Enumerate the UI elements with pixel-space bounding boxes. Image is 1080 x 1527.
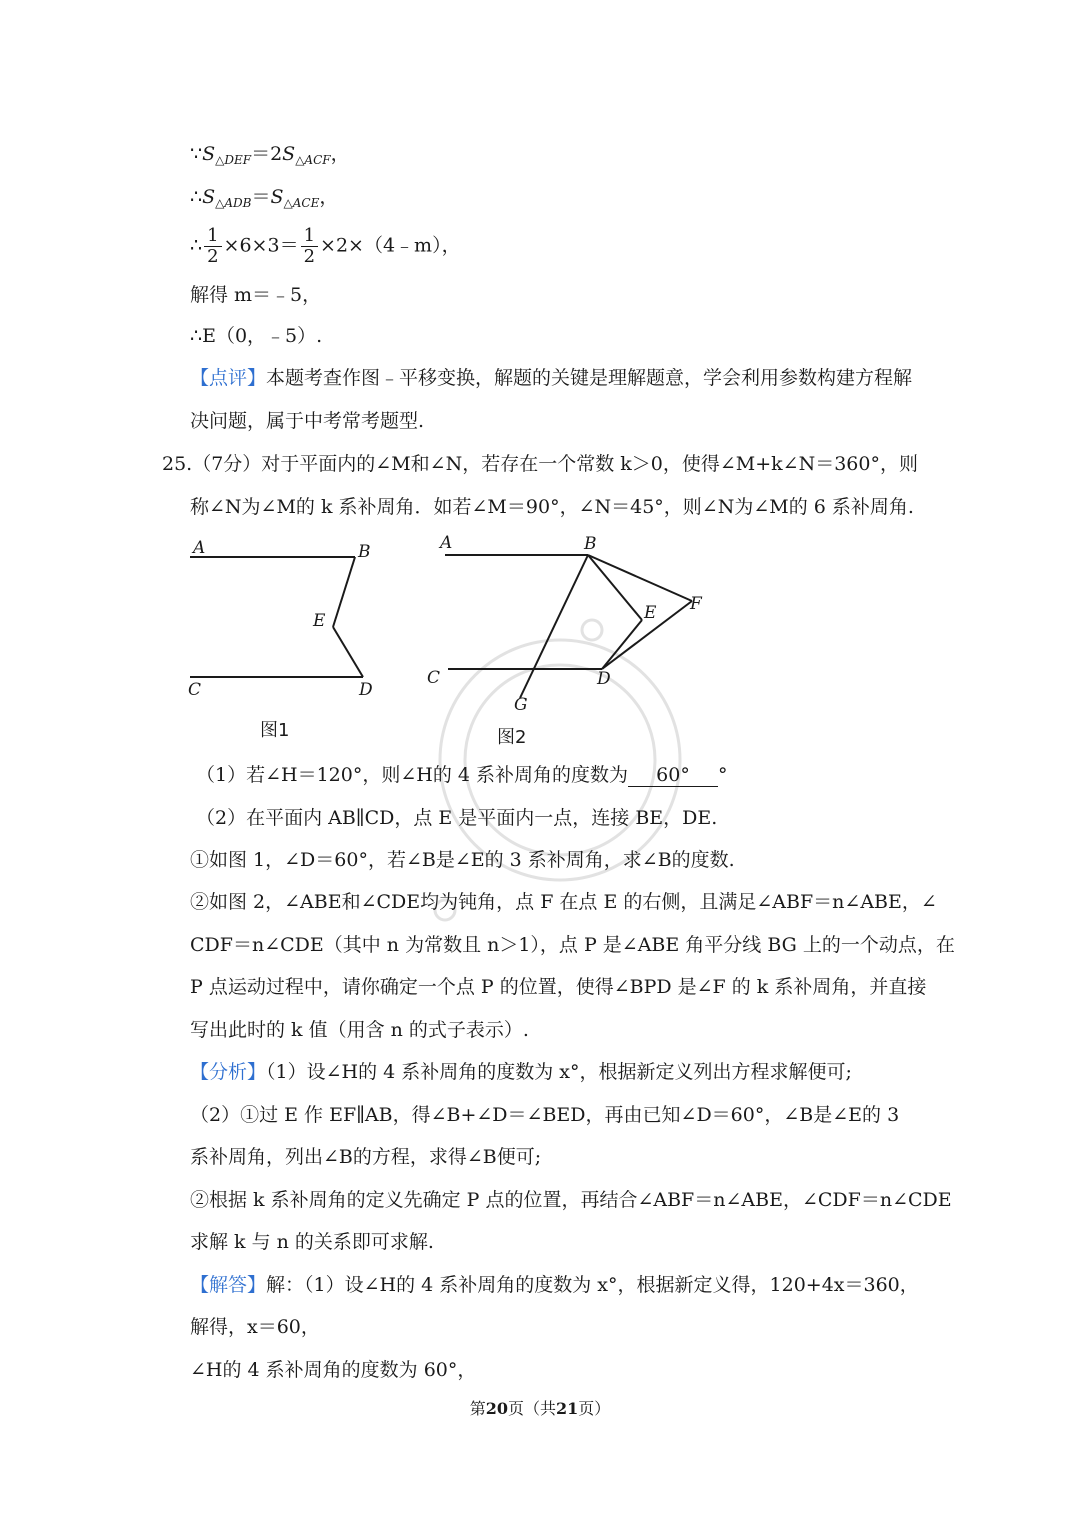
fig2-label-g: G — [514, 695, 528, 715]
analysis-text-1: （1）设∠H的 4 系补周角的度数为 x°，根据新定义列出方程求解便可; — [266, 1061, 852, 1083]
figure-2 — [420, 530, 720, 720]
footer-mid: 页（共 — [507, 1399, 556, 1418]
equation-end: ×2×（4﹣m）， — [320, 234, 461, 257]
fraction-2-numerator: 1 — [301, 226, 318, 247]
fig2-line-bf — [588, 555, 692, 601]
therefore-symbol: ∴ — [190, 234, 203, 257]
review-line-2: 决问题，属于中考常考题型. — [190, 410, 425, 432]
part-2-2-line-b: CDF＝n∠CDE（其中 n 为常数且 n＞1），点 P 是∠ABE 角平分线 BG 上的一个动点，在 — [190, 934, 955, 956]
analysis-line-2a: （2）①过 E 作 EF∥AB，得∠B+∠D＝∠BED，再由已知∠D＝60°，∠B是∠E的 3 — [190, 1104, 900, 1126]
fig1-label-d: D — [359, 680, 373, 700]
answer-line-2: 解得，x＝60， — [190, 1316, 320, 1338]
fraction-1 — [204, 226, 221, 267]
page-footer — [0, 1396, 1080, 1419]
fraction-1-denominator: 2 — [207, 246, 219, 267]
review-text-1: 本题考查作图﹣平移变换，解题的关键是理解题意，学会利用参数构建方程解 — [266, 367, 913, 389]
review-line-1 — [190, 364, 912, 392]
fig1-label-c: C — [188, 680, 202, 700]
fig2-label-f: F — [690, 594, 702, 614]
fig2-label-d: D — [597, 669, 611, 689]
part-1-text: （1）若∠H＝120°，则∠H的 4 系补周角的度数为 — [196, 764, 629, 786]
fraction-2-denominator: 2 — [303, 246, 316, 267]
line-fraction-equation — [190, 226, 461, 267]
analysis-tag: 【分析】 — [190, 1061, 267, 1083]
line-s-def: $\because S_{\triangle DEF}=2S_{\triangle ACF}$， — [190, 143, 350, 167]
figure-1 — [185, 535, 405, 705]
fig1-label-b: B — [358, 542, 371, 562]
question-25-line-2: 称∠N为∠M的 k 系补周角．如若∠M＝90°，∠N＝45°，则∠N为∠M的 6 系补周角. — [190, 496, 914, 518]
analysis-line-2b: 系补周角，列出∠B的方程，求得∠B便可; — [190, 1146, 542, 1168]
fig1-label-e: E — [313, 611, 326, 631]
analysis-line-1 — [190, 1058, 852, 1086]
footer-page-number: 20 — [485, 1399, 508, 1418]
answer-line-3: ∠H的 4 系补周角的度数为 60°， — [190, 1359, 477, 1381]
fig2-line-be — [588, 555, 642, 620]
equation-middle: ×6×3＝ — [223, 234, 299, 257]
part-1-degree: ° — [718, 764, 728, 786]
answer-tag: 【解答】 — [190, 1274, 267, 1296]
footer-prefix: 第 — [469, 1399, 486, 1418]
fig2-label-a: A — [440, 533, 453, 553]
fig2-label-e: E — [644, 603, 657, 623]
line-solve-m: 解得 m＝﹣5， — [190, 284, 322, 306]
footer-suffix: 页） — [578, 1399, 611, 1418]
part-2-2-line-c: P 点运动过程中，请你确定一个点 P 的位置，使得∠BPD 是∠F 的 k 系补周角，并直接 — [190, 976, 927, 998]
part-2-1-line: ①如图 1，∠D＝60°，若∠B是∠E的 3 系补周角，求∠B的度数. — [190, 849, 735, 871]
fig1-label-a: A — [193, 538, 206, 558]
part-1-answer-blank: 60° — [628, 764, 718, 787]
part-2-2-line-d: 写出此时的 k 值（用含 n 的式子表示）. — [190, 1019, 529, 1041]
figure-2-caption: 图2 — [497, 727, 527, 748]
answer-line-1 — [190, 1271, 919, 1299]
line-point-e: ∴E（0，﹣5）. — [190, 325, 323, 347]
fraction-1-numerator: 1 — [204, 226, 221, 247]
analysis-line-3a: ②根据 k 系补周角的定义先确定 P 点的位置，再结合∠ABF＝n∠ABE，∠CDF＝n∠CDE — [190, 1189, 952, 1211]
fig2-label-c: C — [427, 668, 441, 688]
fraction-2 — [301, 226, 318, 267]
part-2-line: （2）在平面内 AB∥CD，点 E 是平面内一点，连接 BE，DE. — [196, 807, 718, 829]
review-tag: 【点评】 — [190, 367, 267, 389]
analysis-line-3b: 求解 k 与 n 的关系即可求解. — [190, 1231, 434, 1253]
fig2-label-b: B — [584, 534, 597, 554]
figure-1-caption: 图1 — [260, 720, 290, 741]
part-1-line — [196, 761, 728, 789]
fig1-line-ed — [333, 627, 363, 677]
part-2-2-line-a: ②如图 2，∠ABE和∠CDE均为钝角，点 F 在点 E 的右侧，且满足∠ABF＝n∠ABE，∠ — [190, 891, 937, 913]
fig1-line-be — [333, 557, 355, 627]
question-25-line-1: 25.（7分）对于平面内的∠M和∠N，若存在一个常数 k＞0，使得∠M+k∠N＝360°，则 — [162, 453, 918, 475]
line-s-adb: $\therefore S_{\triangle ADB}=S_{\triangle ACE}$， — [190, 186, 339, 210]
footer-total-pages: 21 — [556, 1399, 579, 1418]
answer-text-1: 解：（1）设∠H的 4 系补周角的度数为 x°，根据新定义得，120+4x＝360， — [266, 1274, 919, 1296]
fig2-line-bg — [520, 555, 588, 698]
